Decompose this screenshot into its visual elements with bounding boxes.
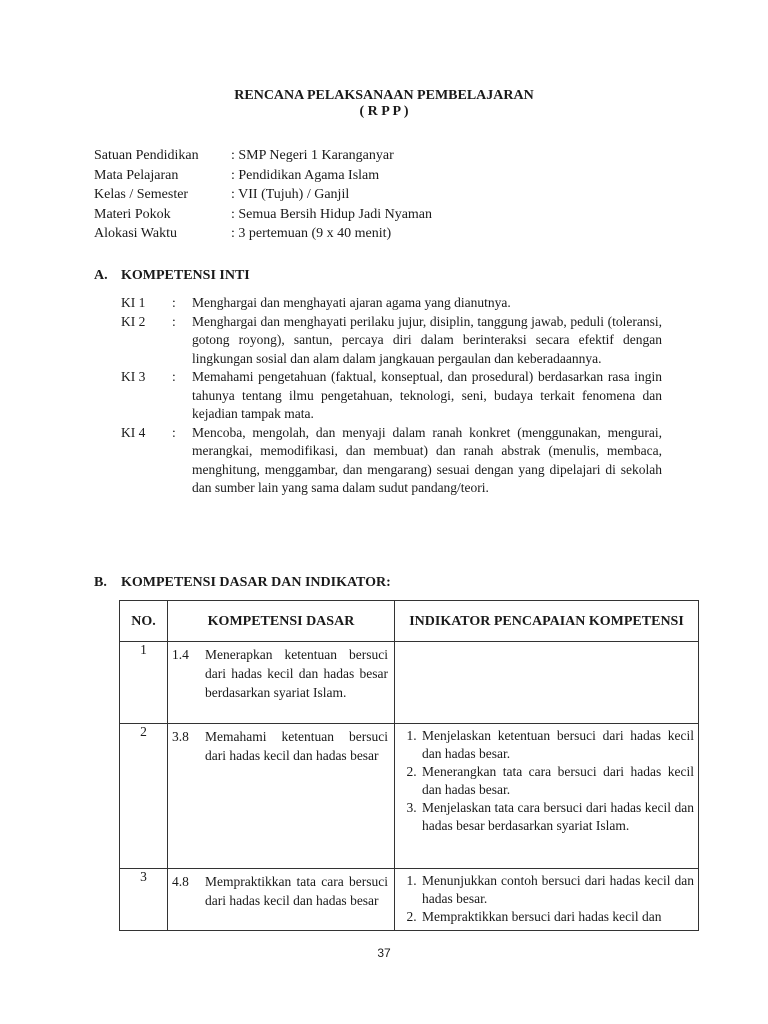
identity-label: Satuan Pendidikan bbox=[94, 148, 199, 163]
document-subtitle: ( R P P ) bbox=[359, 104, 409, 119]
identity-value: : 3 pertemuan (9 x 40 menit) bbox=[231, 226, 392, 241]
kd-code: 3.8 bbox=[172, 729, 189, 744]
indicator-item: 1. Menunjukkan contoh bersuci dari hadas kecil dan hadas besar. bbox=[420, 872, 694, 908]
section-a-heading bbox=[94, 268, 250, 284]
row-number: 2 bbox=[120, 724, 168, 869]
kd-text: Mempraktikkan tata cara bersuci dari hadas kecil dan hadas besar bbox=[205, 874, 388, 908]
ki-item bbox=[121, 368, 662, 424]
header-indikator: INDIKATOR PENCAPAIAN KOMPETENSI bbox=[395, 601, 699, 642]
identity-label: Mata Pelajaran bbox=[94, 167, 179, 183]
ki-text: Mencoba, mengolah, dan menyaji dalam ranah konkret (menggunakan, mengurai, merangkai, memodifikasi, dan membuat) dan ranah abstrak (menulis, membaca, menghitung, menggambar, dan mengarang) sesuai dengan yang dipelajari di sekolah dan sumber lain yang sama dalam sudut pandang/teori. bbox=[192, 424, 662, 495]
kd-text: Menerapkan ketentuan bersuci dari hadas kecil dan hadas besar berdasarkan syariat Islam. bbox=[205, 647, 388, 700]
page-number: 37 bbox=[377, 946, 391, 960]
identity-row bbox=[94, 185, 432, 205]
ki-item bbox=[121, 294, 662, 313]
identity-row bbox=[94, 166, 432, 186]
indicator-list bbox=[395, 724, 698, 839]
ki-colon: : bbox=[172, 313, 176, 329]
header-no: NO. bbox=[120, 601, 168, 642]
kd-cell bbox=[168, 724, 395, 869]
ki-text: Menghargai dan menghayati perilaku jujur, disiplin, tanggung jawab, peduli (toleransi, gotong royong), santun, percaya diri dalam berinteraksi secara efektif dengan lingkungan sosial dan alam dalam jangkauan pergaulan dan keberadaannya. bbox=[192, 313, 662, 366]
ki-colon: : bbox=[172, 295, 176, 310]
document-title: RENCANA PELAKSANAAN PEMBELAJARAN bbox=[234, 88, 534, 103]
table-row bbox=[120, 724, 699, 869]
row-number: 1 bbox=[120, 642, 168, 724]
section-title: KOMPETENSI DASAR DAN INDIKATOR: bbox=[121, 575, 391, 590]
section-letter: A. bbox=[94, 268, 108, 283]
ki-list bbox=[121, 294, 662, 498]
indicator-list bbox=[395, 869, 698, 930]
ki-item bbox=[121, 424, 662, 498]
indicator-item: 2. Mempraktikkan bersuci dari hadas kecil dan bbox=[420, 908, 694, 926]
table-header-row bbox=[120, 601, 699, 642]
ki-text: Memahami pengetahuan (faktual, konseptual, dan prosedural) berdasarkan rasa ingin tahunya tentang ilmu pengetahuan, teknologi, seni, budaya terkait fenomena dan kejadian tampak mata. bbox=[192, 369, 662, 421]
kd-text: Memahami ketentuan bersuci dari hadas kecil dan hadas besar bbox=[205, 729, 388, 763]
indicator-cell bbox=[395, 869, 699, 931]
ki-colon: : bbox=[172, 424, 176, 440]
identity-row bbox=[94, 146, 432, 166]
indicator-item: 1. Menjelaskan ketentuan bersuci dari hadas kecil dan hadas besar. bbox=[420, 727, 694, 763]
identity-value: : Semua Bersih Hidup Jadi Nyaman bbox=[231, 206, 433, 222]
ki-id: KI 1 bbox=[121, 295, 146, 310]
row-number: 3 bbox=[120, 869, 168, 931]
identity-value: : VII (Tujuh) / Ganjil bbox=[231, 187, 350, 202]
header-kd: KOMPETENSI DASAR bbox=[168, 601, 395, 642]
section-b-heading bbox=[94, 575, 391, 591]
kd-code: 1.4 bbox=[172, 647, 189, 662]
ki-id: KI 2 bbox=[121, 313, 146, 329]
indicator-item: 2. Menerangkan tata cara bersuci dari hadas kecil dan hadas besar. bbox=[420, 763, 694, 799]
kd-cell bbox=[168, 869, 395, 931]
identity-block bbox=[94, 146, 432, 244]
indicator-cell bbox=[395, 642, 699, 724]
indicator-cell bbox=[395, 724, 699, 869]
table-row bbox=[120, 642, 699, 724]
ki-item bbox=[121, 313, 662, 369]
ki-colon: : bbox=[172, 369, 176, 384]
ki-id: KI 3 bbox=[121, 369, 146, 384]
identity-label: Materi Pokok bbox=[94, 206, 171, 222]
indicator-item: 3. Menjelaskan tata cara bersuci dari hadas kecil dan hadas besar berdasarkan syariat Islam. bbox=[420, 799, 694, 835]
identity-row bbox=[94, 224, 432, 244]
section-letter: B. bbox=[94, 575, 107, 590]
section-title: KOMPETENSI INTI bbox=[121, 268, 250, 283]
ki-id: KI 4 bbox=[121, 424, 146, 440]
identity-value: : SMP Negeri 1 Karanganyar bbox=[231, 148, 394, 163]
identity-label: Alokasi Waktu bbox=[94, 226, 177, 241]
competency-table bbox=[119, 600, 699, 931]
identity-row bbox=[94, 205, 432, 225]
identity-label: Kelas / Semester bbox=[94, 187, 189, 202]
table-row bbox=[120, 869, 699, 931]
kd-cell bbox=[168, 642, 395, 724]
kd-code: 4.8 bbox=[172, 874, 189, 889]
identity-value: : Pendidikan Agama Islam bbox=[231, 167, 380, 183]
ki-text: Menghargai dan menghayati ajaran agama yang dianutnya. bbox=[192, 295, 511, 310]
